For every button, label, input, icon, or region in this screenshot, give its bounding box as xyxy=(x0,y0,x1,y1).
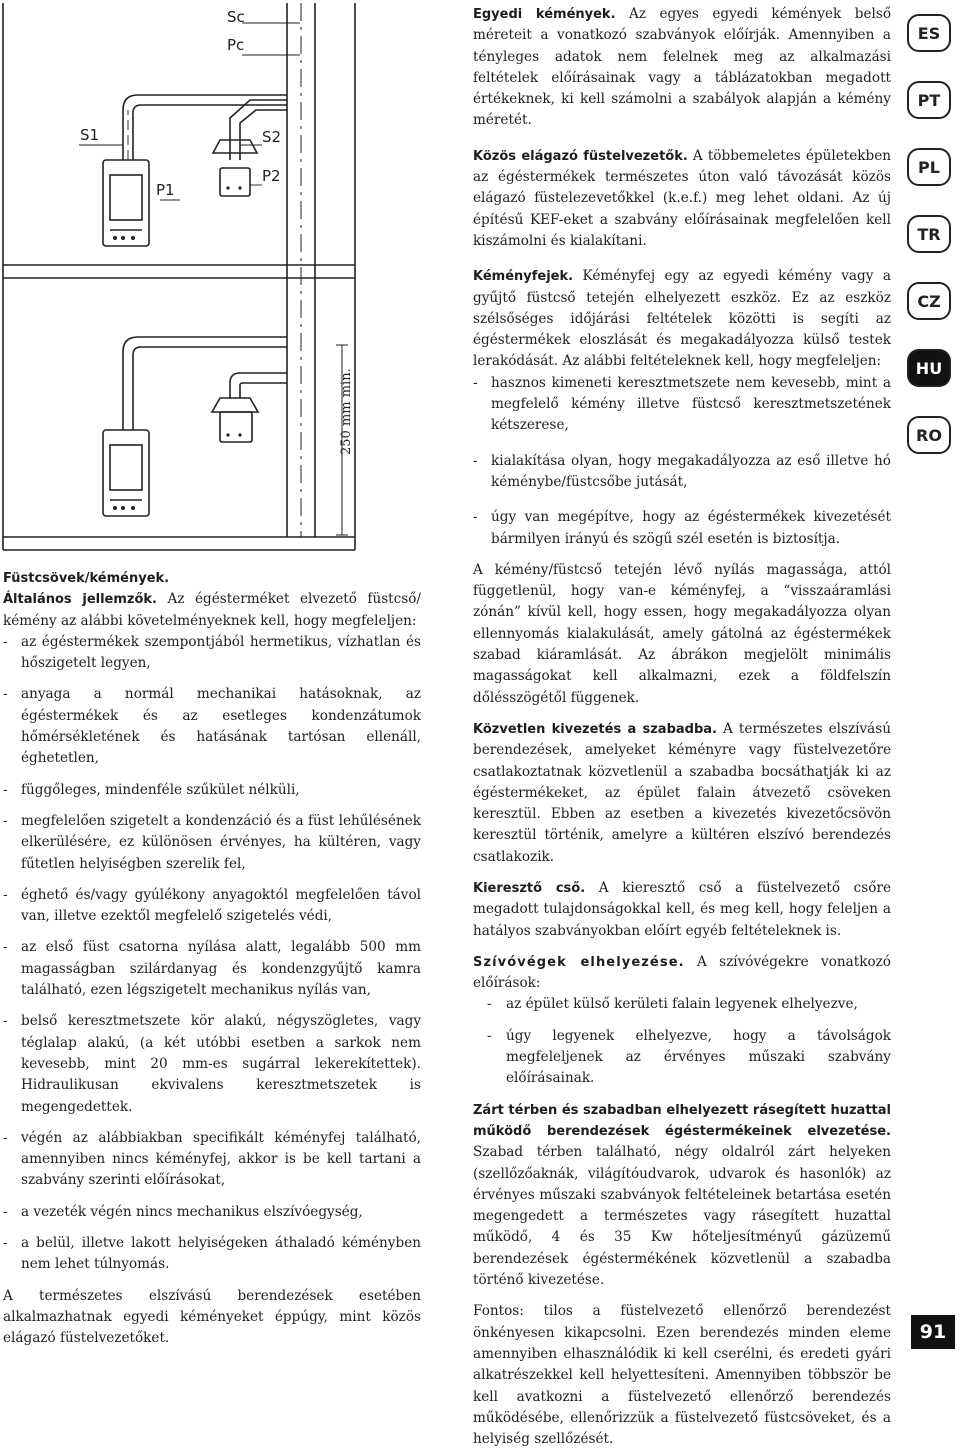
tab-hu[interactable]: HU xyxy=(907,349,951,387)
list-item: - éghető és/vagy gyúlékony anyagoktól megfelelően távol van, illetve ezektől megfelelő szigetelés védi, xyxy=(3,886,421,925)
paragraph-chimney-heads: Kéményfejek. Kéményfej egy az egyedi kémény vagy a gyűjtő füstcső tetején elhelyezett eszköz. Ez az eszköz szélsőséges időjárási feltételek közötti is segíti az égéstermékek eloszlását és megakadályozza külső testek lerakódását. Az alábbi feltételeknek kell, hogy megfeleljen: xyxy=(473,268,891,370)
intro-text: Az égésterméket elvezető füstcső/ kémény az alábbi követelményeknek kell, hogy megfeleljen: xyxy=(3,591,422,629)
label-p2: P2 xyxy=(262,167,281,185)
dimension-label: 250 mm min. xyxy=(339,368,354,455)
tab-cz[interactable]: CZ xyxy=(907,282,951,320)
general-heading: Általános jellemzők. xyxy=(3,592,157,608)
paragraph-important: Fontos: tilos a füstelvezető ellenőrző berendezést önkényesen kikapcsolni. Ezen berendezés minden eleme amennyiben elhasználódik ki kell cserélni, és eredeti gyári alkatrészekkel kell helyettesíteni. Amennyiben többször be kell avatkozni a füstelvezető ellenőrző berendezés működésébe, ellenőrizzük a füstelvezető füstcsöveket, és a helyiség szellőzését. xyxy=(473,1303,891,1448)
list-item: - megfelelően szigetelt a kondenzáció és a füst lehűlésének elkerülésére, ez különösen érvényes, ha kültéren, vagy fűtetlen helyiségben szerelik fel, xyxy=(3,812,421,872)
list-item: - anyaga a normál mechanikai hatásoknak, az égéstermékek és az esetleges kondenzátumok hőmérsékletének és hatásának tartósan ellenáll, éghetetlen, xyxy=(3,686,421,767)
label-s1: S1 xyxy=(80,126,100,144)
paragraph-outlet-pipe: Kieresztő cső. A kieresztő cső a füstelvezető csőre megadott tulajdonságokkal kell, és meg kell, hogy feleljen a hatályos szabványokban előírt egyéb feltételeknek is. xyxy=(473,879,891,939)
list-item: - a belül, illetve lakott helyiségeken áthaladó kéményben nem lehet túlnyomás. xyxy=(3,1235,421,1273)
paragraph-intake-placement: Szívóvégek elhelyezése. A szívóvégekre vonatkozó előírások: xyxy=(473,953,891,992)
language-tabs xyxy=(907,14,957,483)
paragraph-individual-chimneys: Egyedi kémények. Az egyes egyedi kémények belső méreteit a vonatkozó szabványok előírják. Amennyiben a tényleges adatok nem felelnek meg az alkalmazási feltételek előírásainak vagy a táblázatokban megadott értékeknek, ki kell számolni a szabályok alapján a kémény méretét. xyxy=(473,6,892,129)
tab-pt[interactable]: PT xyxy=(907,81,951,119)
list-item: - úgy van megépítve, hogy az égéstermékek kivezetését bármilyen irányú és szögű szél esetén is biztosítja. xyxy=(473,509,891,547)
right-column xyxy=(473,4,891,1450)
left-column xyxy=(3,568,421,1350)
label-s2: S2 xyxy=(262,128,282,146)
label-p1: P1 xyxy=(156,181,175,199)
list-item: - hasznos kimeneti keresztmetszete nem kevesebb, mint a megfelelő kémény illetve füstcső keresztmetszetének kétszerese, xyxy=(473,374,891,434)
label-pc: Pc xyxy=(227,36,245,54)
section-heading: Füstcsövek/kémények. xyxy=(3,571,170,586)
list-item: - az égéstermékek szempontjából hermetikus, vízhatlan és hőszigetelt legyen, xyxy=(3,633,421,672)
paragraph-direct-outlet: Közvetlen kivezetés a szabadba. A természetes elszívású berendezések, amelyeket kéményre vagy füstelvezetőre csatlakoztatnak közvetlenül a szabadba bocsáthatják ki az égéstermékeket, az épület falain átvezető csöveken keresztül. Ebben az esetben a kivezetés kivezetőcsövön keresztül történik, amelyre a kültéren elszívó berendezés csatlakozik. xyxy=(473,720,891,865)
list-item: - az első füst csatorna nyílása alatt, legalább 500 mm magasságban szilárdanyag és kondenzgyűjtő kamra található, ezen légszigetelt mechanikus nyílás van, xyxy=(3,939,421,999)
list-item: - kialakítása olyan, hogy megakadályozza az eső illetve hó kéménybe/füstcsőbe jutását, xyxy=(473,452,891,490)
chimney-installation-diagram xyxy=(0,0,360,560)
tab-ro[interactable]: RO xyxy=(907,416,951,454)
list-item: - végén az alábbiakban specifikált kéményfej található, amennyiben nincs kéményfej, akkor is be kell tartani a szabvány szerinti előírásokat, xyxy=(3,1129,421,1189)
tab-es[interactable]: ES xyxy=(907,14,951,52)
tab-pl[interactable]: PL xyxy=(907,148,951,186)
closing-paragraph: A természetes elszívású berendezések esetében alkalmazhatnak egyedi kéményeket éppúgy, mint közös elágazó füstelvezetőket. xyxy=(3,1287,421,1347)
paragraph-common-flues: Közös elágazó füstelvezetők. A többemeletes épületekben az égéstermékek természetes úton való távozását közös elágazó füstelezevetőkkel (k.e.f.) meg lehet oldani. Az új építésű KEF-eket a szabvány előírásainak megfelelően kell kiszámolni és kialakítani. xyxy=(473,147,892,249)
tab-tr[interactable]: TR xyxy=(907,215,951,253)
page-number: 91 xyxy=(911,1315,955,1349)
label-sc: Sc xyxy=(227,8,245,26)
paragraph-opening-height: A kémény/füstcső tetején lévő nyílás magassága, attól függetlenül, hogy van-e kéményfej, a “visszaáramlási zónán” kívül kell, hogy essen, hogy megakadályozza olyan ellennyomás kialakulását, amely gátolná az égéstermékek szabad kiáramlását. Az ábrákon megjelölt minimális magasságokat kell alkalmazni, ezek a földfelszín dőlésszögétől függenek. xyxy=(473,561,891,706)
list-item: - belső keresztmetszete kör alakú, négyszögletes, vagy téglalap alakú, (a két utóbbi esetben a sarkok nem kevesebb, mint 20 mm-es sugárral lekerekítettek). Hidraulikusan ekvivalens keresztmetszetek is megengedettek. xyxy=(3,1013,421,1115)
list-item: - úgy legyenek elhelyezve, hogy a távolságok megfeleljenek az érvényes műszaki szabvány előírásainak. xyxy=(487,1027,891,1087)
list-item: - függőleges, mindenféle szűkület nélküli, xyxy=(3,781,300,798)
list-item: - a vezeték végén nincs mechanikus elszívóegység, xyxy=(3,1203,363,1220)
list-item: - az épület külső kerületi falain legyenek elhelyezve, xyxy=(487,996,858,1013)
paragraph-closed-space: Zárt térben és szabadban elhelyezett rásegített huzattal működő berendezések égéstermékeinek elvezetése. Szabad térben található, négy oldalról zárt helyeken (szellőzőaknák, világítóudvarok, udvarok és hasonlók) az érvényes műszaki szabványok feltételeinek betartása esetén megengedett a természetes vagy rásegített huzattal működő, 4 és 35 Kw hőteljesítményű gázüzemű berendezések égéstermékének közvetlenül a szabadba történő kivezetése. xyxy=(473,1102,891,1289)
